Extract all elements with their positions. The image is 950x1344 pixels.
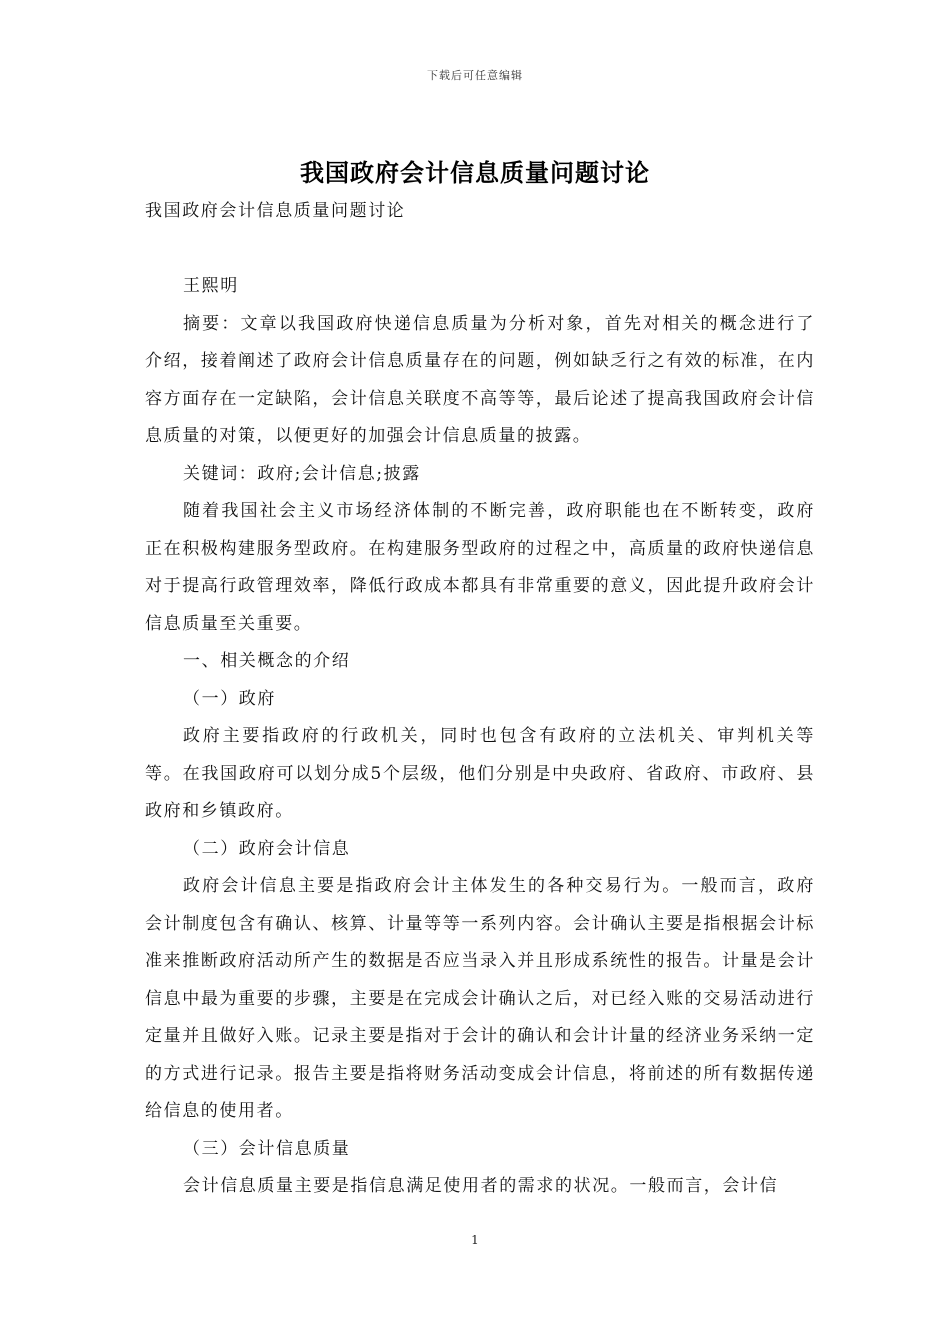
abstract-paragraph: 摘要：文章以我国政府快递信息质量为分析对象，首先对相关的概念进行了介绍，接着阐述了政府会计信息质量存在的问题，例如缺乏行之有效的标准，在内容方面存在一定缺陷，会计信息关联度不高等等，最后论述了提高我国政府会计信息质量的对策，以便更好的加强会计信息质量的披露。 xyxy=(145,313,815,446)
subsection-paragraph-2: 政府会计信息主要是指政府会计主体发生的各种交易行为。一般而言，政府会计制度包含有确认、核算、计量等等一系列内容。会计确认主要是指根据会计标准来推断政府活动所产生的数据是否应当录入并且形成系统性的报告。计量是会计信息中最为重要的步骤，主要是在完成会计确认之后，对已经入账的交易活动进行定量并且做好入账。记录主要是指对于会计的确认和会计计量的经济业务采纳一定的方式进行记录。报告主要是指将财务活动变成会计信息，将前述的所有数据传递给信息的使用者。 xyxy=(145,876,815,1121)
subtitle: 我国政府会计信息质量问题讨论 xyxy=(145,201,406,221)
document-title: 我国政府会计信息质量问题讨论 xyxy=(300,158,650,187)
subsection-paragraph-3: 会计信息质量主要是指信息满足使用者的需求的状况。一般而言，会计信 xyxy=(183,1176,779,1196)
intro-paragraph: 随着我国社会主义市场经济体制的不断完善，政府职能也在不断转变，政府正在积极构建服务型政府。在构建服务型政府的过程之中，高质量的政府快递信息对于提高行政管理效率，降低行政成本都具有非常重要的意义，因此提升政府会计信息质量至关重要。 xyxy=(145,501,815,634)
keywords-line: 关键词：政府;会计信息;披露 xyxy=(183,463,421,484)
document-body xyxy=(145,193,815,1206)
author-name: 王熙明 xyxy=(183,276,239,296)
header-note: 下载后可任意编辑 xyxy=(427,69,523,82)
subsection-paragraph-1: 政府主要指政府的行政机关，同时也包含有政府的立法机关、审判机关等等。在我国政府可以划分成5个层级，他们分别是中央政府、省政府、市政府、县政府和乡镇政府。 xyxy=(145,726,815,821)
subsection-heading-2: （二）政府会计信息 xyxy=(183,838,351,859)
blank-line xyxy=(145,231,815,269)
page-number: 1 xyxy=(471,1233,479,1247)
section-heading-1: 一、相关概念的介绍 xyxy=(183,651,351,671)
subsection-heading-1: （一）政府 xyxy=(183,688,276,709)
subsection-heading-3: （三）会计信息质量 xyxy=(183,1138,351,1159)
